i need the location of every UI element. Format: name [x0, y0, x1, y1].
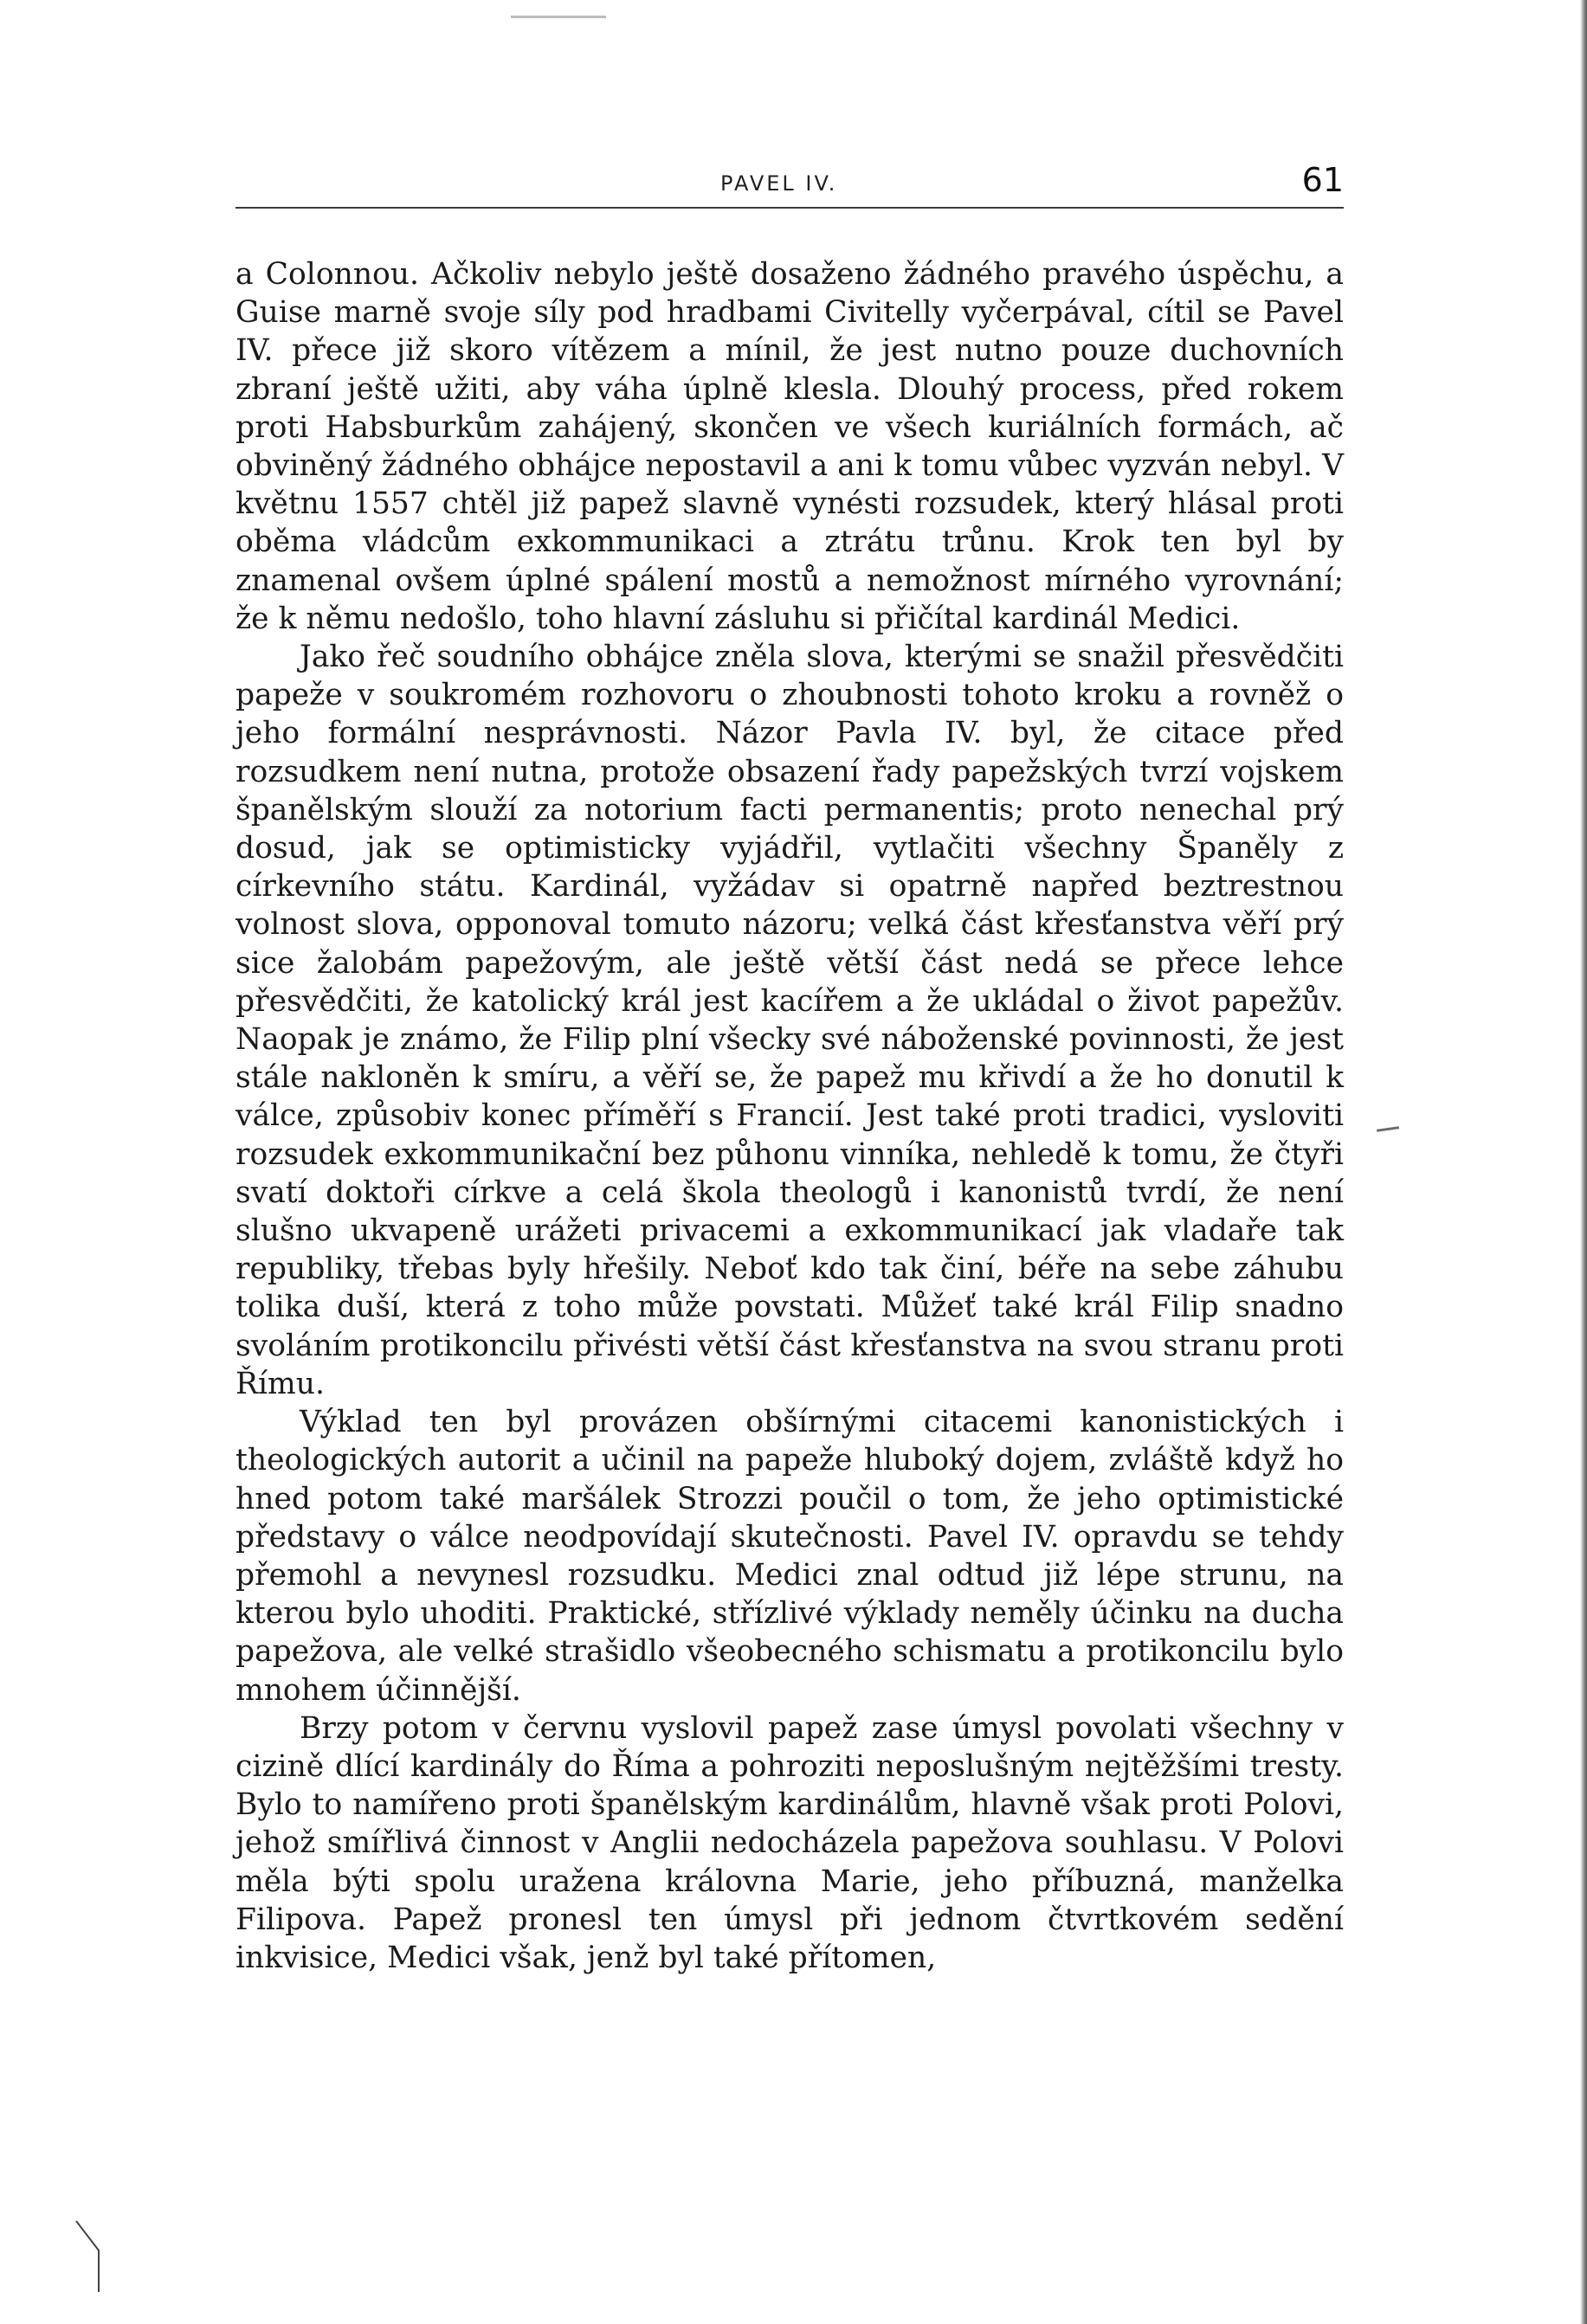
running-title: PAVEL IV.	[720, 171, 838, 196]
page-number: 61	[1301, 161, 1344, 199]
scan-artifact-top	[511, 16, 606, 18]
corner-scan-mark	[69, 2216, 121, 2294]
paragraph-4: Brzy potom v červnu vyslovil papež zase úmysl povolati všechny v cizině dlící kardinály do Říma a pohroziti neposlušným nejtěžšími tresty. Bylo to namířeno proti španělským kardinálům, hlavně však proti Polovi, jehož smířlivá činnost v Anglii nedocházela papežova souhlasu. V Polovi měla býti spolu uražena královna Marie, jeho příbuzná, manželka Filipova. Papež pronesl ten úmysl při jednom čtvrtkovém sedění inkvisice, Medici však, jenž byl také přítomen,	[235, 1710, 1344, 1975]
paragraph-2: Jako řeč soudního obhájce zněla slova, kterými se snažil přesvědčiti papeže v soukromém rozhovoru o zhoubnosti tohoto kroku a rovněž o jeho formální nesprávnosti. Názor Pavla IV. byl, že citace před rozsudkem není nutna, protože obsazení řady papežských tvrzí vojskem španělským slouží za notorium facti permanentis; proto nenechal prý dosud, jak se optimisticky vyjádřil, vytlačiti všechny Španěly z církevního státu. Kardinál, vyžádav si opatrně napřed beztrestnou volnost slova, opponoval tomuto názoru; velká část křesťanstva věří prý sice žalobám papežovým, ale ještě větší část nedá se přece lehce přesvědčiti, že katolický král jest kacířem a že ukládal o život papežův. Naopak je známo, že Filip plní všecky své náboženské povinnosti, že jest stále nakloněn k smíru, a věří se, že papež mu křivdí a že ho donutil k válce, způsobiv konec příměří s Francií. Jest také proti tradici, vysloviti rozsudek exkommunikační bez půhonu vinníka, nehledě k tomu, že čtyři svatí doktoři církve a celá škola theologů i kanonistů tvrdí, že není slušno ukvapeně urážeti privacemi a exkommunikací jak vladaře tak republiky, třebas byly hřešily. Neboť kdo tak činí, béře na sebe záhubu tolika duší, která z toho může povstati. Můžeť také král Filip snadno svoláním protikoncilu přivésti větší část křesťanstva na svou stranu proti Římu.	[235, 640, 1344, 1401]
body-text	[235, 255, 1344, 1977]
page-edge-shadow	[1580, 0, 1587, 2324]
paragraph-3: Výklad ten byl provázen obšírnými citacemi kanonistických i theologických autorit a učinil na papeže hluboký dojem, zvláště když ho hned potom také maršálek Strozzi poučil o tom, že jeho optimistické představy o válce neodpovídají skutečnosti. Pavel IV. opravdu se tehdy přemohl a nevynesl rozsudku. Medici znal odtud již lépe strunu, na kterou bylo uhoditi. Praktické, střízlivé výklady neměly účinku na ducha papežova, ale velké strašidlo všeobecného schismatu a protikoncilu bylo mnohem účinnější.	[235, 1405, 1344, 1708]
header-rule	[235, 207, 1344, 209]
paragraph-1: a Colonnou. Ačkoliv nebylo ještě dosaženo žádného pravého úspěchu, a Guise marně svoje síly pod hradbami Civitelly vyčerpával, cítil se Pavel IV. přece již skoro vítězem a mínil, že jest nutno pouze duchovních zbraní ještě užiti, aby váha úplně klesla. Dlouhý process, před rokem proti Habsburkům zahájený, skončen ve všech kuriálních formách, ač obviněný žádného obhájce nepostavil a ani k tomu vůbec vyzván nebyl. V květnu 1557 chtěl již papež slavně vynésti rozsudek, který hlásal proti oběma vládcům exkommunikaci a ztrátu trůnu. Krok ten byl by znamenal ovšem úplné spálení mostů a nemožnost mírného vyrovnání; že k němu nedošlo, toho hlavní zásluhu si přičítal kardinál Medici.	[235, 257, 1344, 636]
page-header	[235, 161, 1344, 201]
margin-mark	[1377, 1126, 1399, 1132]
